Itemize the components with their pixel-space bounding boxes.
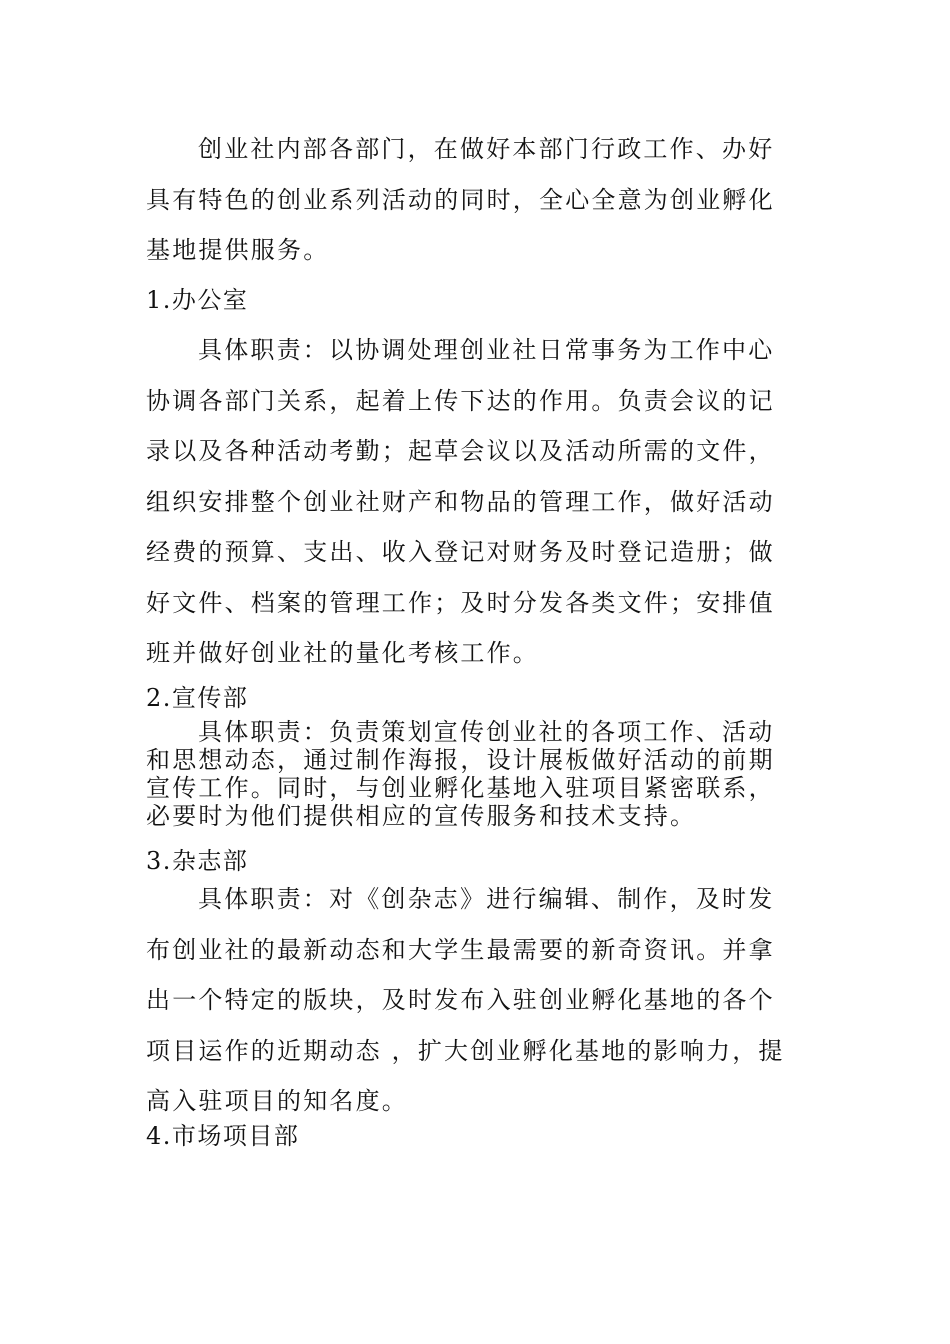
- section-body-magazine: 具体职责：对《创杂志》进行编辑、制作，及时发布创业社的最新动态和大学生最需要的新奇资讯。并拿出一个特定的版块，及时发布入驻创业孵化基地的各个项目运作的近期动态 ，扩大创业孵化基地的影响力，提高入驻项目的知名度。: [146, 885, 785, 1115]
- section-body-publicity: 具体职责：负责策划宣传创业社的各项工作、活动和思想动态，通过制作海报，设计展板做好活动的前期宣传工作。同时，与创业孵化基地入驻项目紧密联系，必要时为他们提供相应的宣传服务和技术支持。: [146, 718, 775, 830]
- section-heading-office: 1.办公室: [146, 286, 249, 314]
- section-heading-magazine: 3.杂志部: [146, 847, 249, 875]
- section-body-office: 具体职责：以协调处理创业社日常事务为工作中心协调各部门关系，起着上传下达的作用。负责会议的记录以及各种活动考勤；起草会议以及活动所需的文件，组织安排整个创业社财产和物品的管理工作，做好活动经费的预算、支出、收入登记对财务及时登记造册；做好文件、档案的管理工作；及时分发各类文件；安排值班并做好创业社的量化考核工作。: [146, 336, 775, 667]
- section-heading-market-projects: 4.市场项目部: [146, 1122, 300, 1150]
- intro-paragraph: 创业社内部各部门，在做好本部门行政工作、办好具有特色的创业系列活动的同时，全心全意为创业孵化基地提供服务。: [146, 135, 775, 264]
- section-heading-publicity: 2.宣传部: [146, 684, 249, 712]
